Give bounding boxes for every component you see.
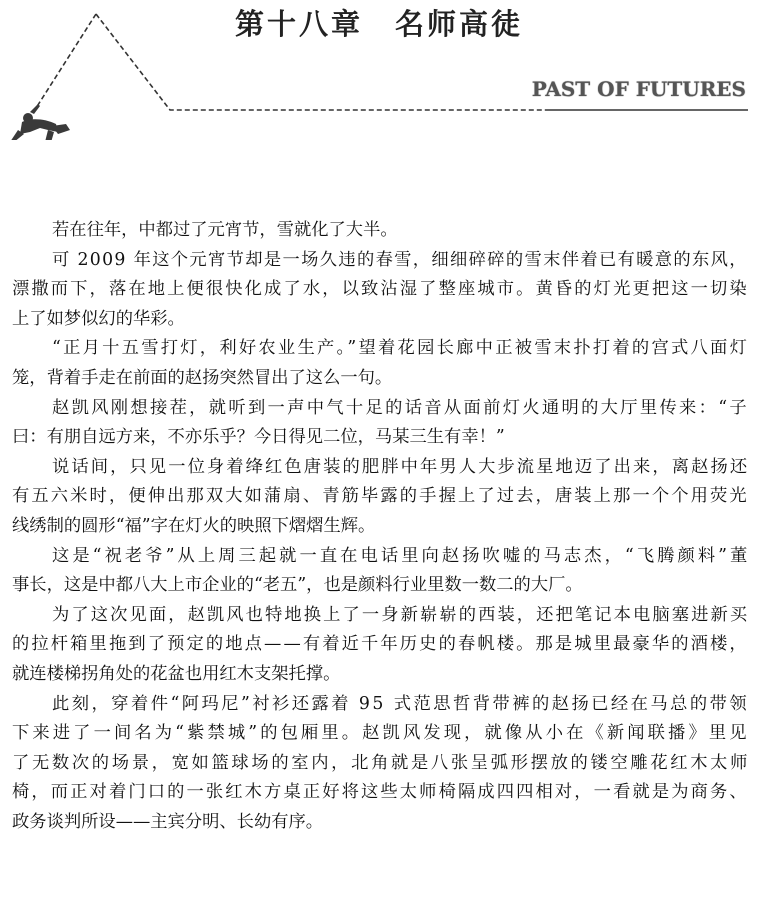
text-line: 下来进了一间名为“紫禁城”的包厢里。赵凯风发现，就像从小在《新闻联播》里见: [12, 723, 750, 744]
text-line: 此刻，穿着件“阿玛尼”衬衫还露着 95 式范思哲背带裤的赵扬已经在马总的带领: [52, 693, 750, 714]
climber-icon: [10, 104, 70, 140]
text-line: 说话间，只见一位身着绛红色唐装的肥胖中年男人大步流星地迈了出来，离赵扬还: [52, 456, 750, 477]
chapter-title: 第十八章 名师高徒: [234, 7, 523, 41]
text-line: 椅，而正对着门口的一张红木方桌正好将这些太师椅隔成四四相对，一看就是为商务、: [12, 782, 749, 803]
text-line: 上了如梦似幻的华彩。: [12, 308, 185, 329]
text-line: 为了这次见面，赵凯风也特地换上了一身新崭崭的西装，还把笔记本电脑塞进新买: [52, 604, 750, 625]
text-line: 了无数次的场景，宽如篮球场的室内，北角就是八张呈弧形摆放的镂空雕花红木太师: [12, 752, 751, 773]
text-line: 线绣制的圆形“福”字在灯火的映照下熠熠生辉。: [12, 516, 376, 536]
text-line: 可 2009 年这个元宵节却是一场久违的春雪，细细碎碎的雪末伴着已有暖意的东风，: [52, 249, 748, 270]
text-line: 曰：有朋自远方来，不亦乐乎？今日得见二位，马某三生有幸！”: [12, 427, 505, 448]
text-line: 事长，这是中都八大上市企业的“老五”，也是颜料行业里数一数二的大厂。: [12, 575, 583, 596]
brand-text: PAST OF FUTURES: [531, 77, 746, 101]
text-line: 漂撒而下，落在地上便很快化成了水，以致沾湿了整座城市。黄昏的灯光更把这一切染: [12, 279, 749, 300]
text-line: 的拉杆箱里拖到了预定的地点——有着近千年历史的春帆楼。那是城里最豪华的酒楼，: [12, 634, 749, 655]
text-line: 就连楼梯拐角处的花盆也用红木支架托撑。: [12, 664, 341, 684]
text-line: 笼，背着手走在前面的赵扬突然冒出了这么一句。: [12, 368, 393, 388]
text-line: 这是“祝老爷”从上周三起就一直在电话里向赵扬吹嘘的马志杰，“飞腾颜料”董: [52, 545, 751, 566]
text-line: 赵凯风刚想接茬，就听到一声中气十足的话音从面前灯火通明的大厅里传来：“子: [52, 397, 749, 418]
text-line: 政务谈判所设——主宾分明、长幼有序。: [12, 812, 324, 832]
text-line: “正月十五雪打灯，利好农业生产。”望着花园长廊中正被雪末扑打着的宫式八面灯: [52, 338, 750, 359]
text-line: 若在往年，中都过了元宵节，雪就化了大半。: [52, 220, 398, 240]
text-line: 有五六米时，便伸出那双大如蒲扇、青筋毕露的手握上了过去，唐装上那一个个用荧光: [12, 486, 749, 507]
